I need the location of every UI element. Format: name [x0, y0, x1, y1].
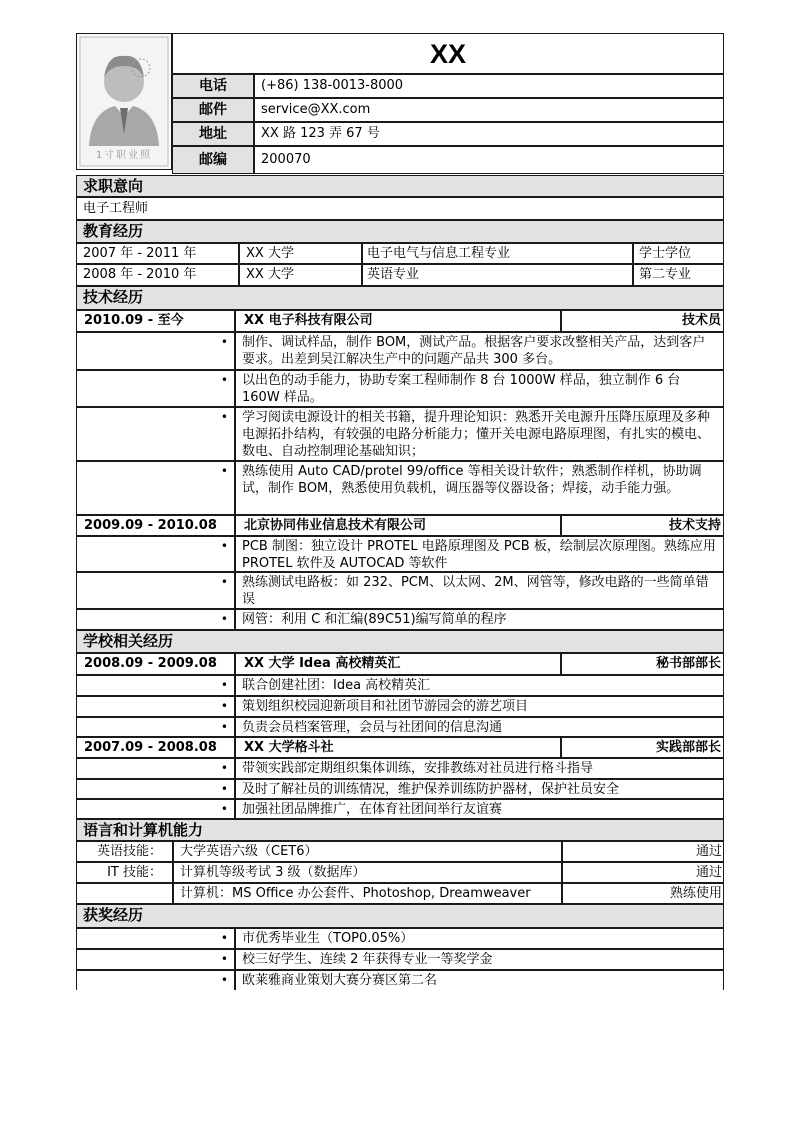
education-degree: 学士学位: [633, 243, 724, 264]
job-role: 技术员: [561, 310, 724, 332]
education-school: XX 大学: [239, 243, 362, 264]
list-item: 以出色的动手能力，协助专案工程师制作 8 台 1000W 样品，独立制作 6 台 160W 样品。: [235, 370, 724, 407]
job-role: 技术支持: [561, 515, 724, 536]
list-item-marker: •: [76, 696, 235, 717]
job-period: 2010.09 - 至今: [76, 310, 235, 332]
list-item-marker: •: [76, 572, 235, 609]
skill-result: 通过: [562, 862, 724, 883]
skill-desc: 大学英语六级（CET6）: [173, 841, 562, 862]
education-school: XX 大学: [239, 264, 362, 286]
list-item: 市优秀毕业生（TOP0.05%）: [235, 928, 724, 949]
list-item: 联合创建社团：Idea 高校精英汇: [235, 675, 724, 696]
list-item-marker: •: [76, 536, 235, 572]
job-period: 2009.09 - 2010.08: [76, 515, 235, 536]
section-awards-title: 获奖经历: [76, 904, 724, 928]
list-item-marker: •: [76, 970, 235, 990]
list-item-marker: •: [76, 949, 235, 970]
section-tech-title: 技术经历: [76, 286, 724, 310]
list-item: 熟练使用 Auto CAD/protel 99/office 等相关设计软件；熟悉制作样机，协助调试，制作 BOM，熟悉使用负载机，调压器等仪器设备；焊接，动手能力强。: [235, 461, 724, 515]
education-major: 电子电气与信息工程专业: [362, 243, 633, 264]
list-item: 制作、调试样品，制作 BOM，测试产品。根据客户要求改整相关产品，达到客户要求。出差到吴江解决生产中的问题产品共 300 多台。: [235, 332, 724, 370]
objective-value: 电子工程师: [76, 197, 724, 220]
section-skills-title: 语言和计算机能力: [76, 819, 724, 841]
club-role: 实践部部长: [561, 737, 724, 758]
list-item: 策划组织校园迎新项目和社团节游园会的游艺项目: [235, 696, 724, 717]
list-item-marker: •: [76, 332, 235, 370]
section-objective-title: 求职意向: [76, 175, 724, 197]
skill-result: 熟练使用: [562, 883, 724, 904]
list-item: 学习阅读电源设计的相关书籍，提升理论知识：熟悉开关电源升压降压原理及多种电源拓扑结构，有较强的电路分析能力；懂开关电源电路原理图，有扎实的模电、数电、自动控制理论基础知识；: [235, 407, 724, 461]
list-item-marker: •: [76, 717, 235, 737]
list-item: 校三好学生、连续 2 年获得专业一等奖学金: [235, 949, 724, 970]
skill-result: 通过: [562, 841, 724, 862]
list-item-marker: •: [76, 799, 235, 819]
page-title: XX: [429, 39, 467, 69]
job-org: 北京协同伟业信息技术有限公司: [235, 515, 561, 536]
education-period: 2007 年 - 2011 年: [76, 243, 239, 264]
list-item-marker: •: [76, 675, 235, 696]
list-item-marker: •: [76, 758, 235, 779]
list-item: 欧莱雅商业策划大赛分赛区第二名: [235, 970, 724, 990]
list-item-marker: •: [76, 407, 235, 461]
list-item: 加强社团品牌推广，在体育社团间举行友谊赛: [235, 799, 724, 819]
skill-desc: 计算机等级考试 3 级（数据库）: [173, 862, 562, 883]
list-item-marker: •: [76, 370, 235, 407]
skill-label: [76, 883, 173, 904]
contact-value-zip: 200070: [254, 146, 724, 174]
contact-value-phone: (+86) 138-0013-8000: [254, 74, 724, 98]
contact-value-email: service@XX.com: [254, 98, 724, 122]
club-org: XX 大学 Idea 高校精英汇: [235, 653, 561, 675]
list-item: 熟练测试电路板：如 232、PCM、以太网、2M、网管等，修改电路的一些简单错误: [235, 572, 724, 609]
list-item: 负责会员档案管理，会员与社团间的信息沟通: [235, 717, 724, 737]
club-role: 秘书部部长: [561, 653, 724, 675]
section-school-title: 学校相关经历: [76, 630, 724, 653]
photo-box: [76, 33, 172, 170]
list-item-marker: •: [76, 928, 235, 949]
contact-label-phone: 电话: [172, 74, 254, 98]
club-period: 2007.09 - 2008.08: [76, 737, 235, 758]
contact-label-email: 邮件: [172, 98, 254, 122]
contact-label-zip: 邮编: [172, 146, 254, 174]
club-period: 2008.09 - 2009.08: [76, 653, 235, 675]
education-degree: 第二专业: [633, 264, 724, 286]
job-org: XX 电子科技有限公司: [235, 310, 561, 332]
club-org: XX 大学格斗社: [235, 737, 561, 758]
list-item: 网管：利用 C 和汇编(89C51)编写简单的程序: [235, 609, 724, 630]
skill-desc: 计算机：MS Office 办公套件、Photoshop, Dreamweaver: [173, 883, 562, 904]
skill-label: 英语技能：: [76, 841, 173, 862]
list-item: 带领实践部定期组织集体训练，安排教练对社员进行格斗指导: [235, 758, 724, 779]
list-item: PCB 制图：独立设计 PROTEL 电路原理图及 PCB 板，绘制层次原理图。熟练应用 PROTEL 软件及 AUTOCAD 等软件: [235, 536, 724, 572]
photo-caption: 1寸职业照: [95, 150, 153, 161]
list-item-marker: •: [76, 609, 235, 630]
name-box: [172, 33, 724, 74]
contact-label-address: 地址: [172, 122, 254, 146]
education-major: 英语专业: [362, 264, 633, 286]
education-period: 2008 年 - 2010 年: [76, 264, 239, 286]
list-item-marker: •: [76, 779, 235, 799]
section-education-title: 教育经历: [76, 220, 724, 243]
skill-label: IT 技能：: [76, 862, 173, 883]
list-item-marker: •: [76, 461, 235, 515]
list-item: 及时了解社员的训练情况，维护保养训练防护器材，保护社员安全: [235, 779, 724, 799]
contact-value-address: XX 路 123 弄 67 号: [254, 122, 724, 146]
